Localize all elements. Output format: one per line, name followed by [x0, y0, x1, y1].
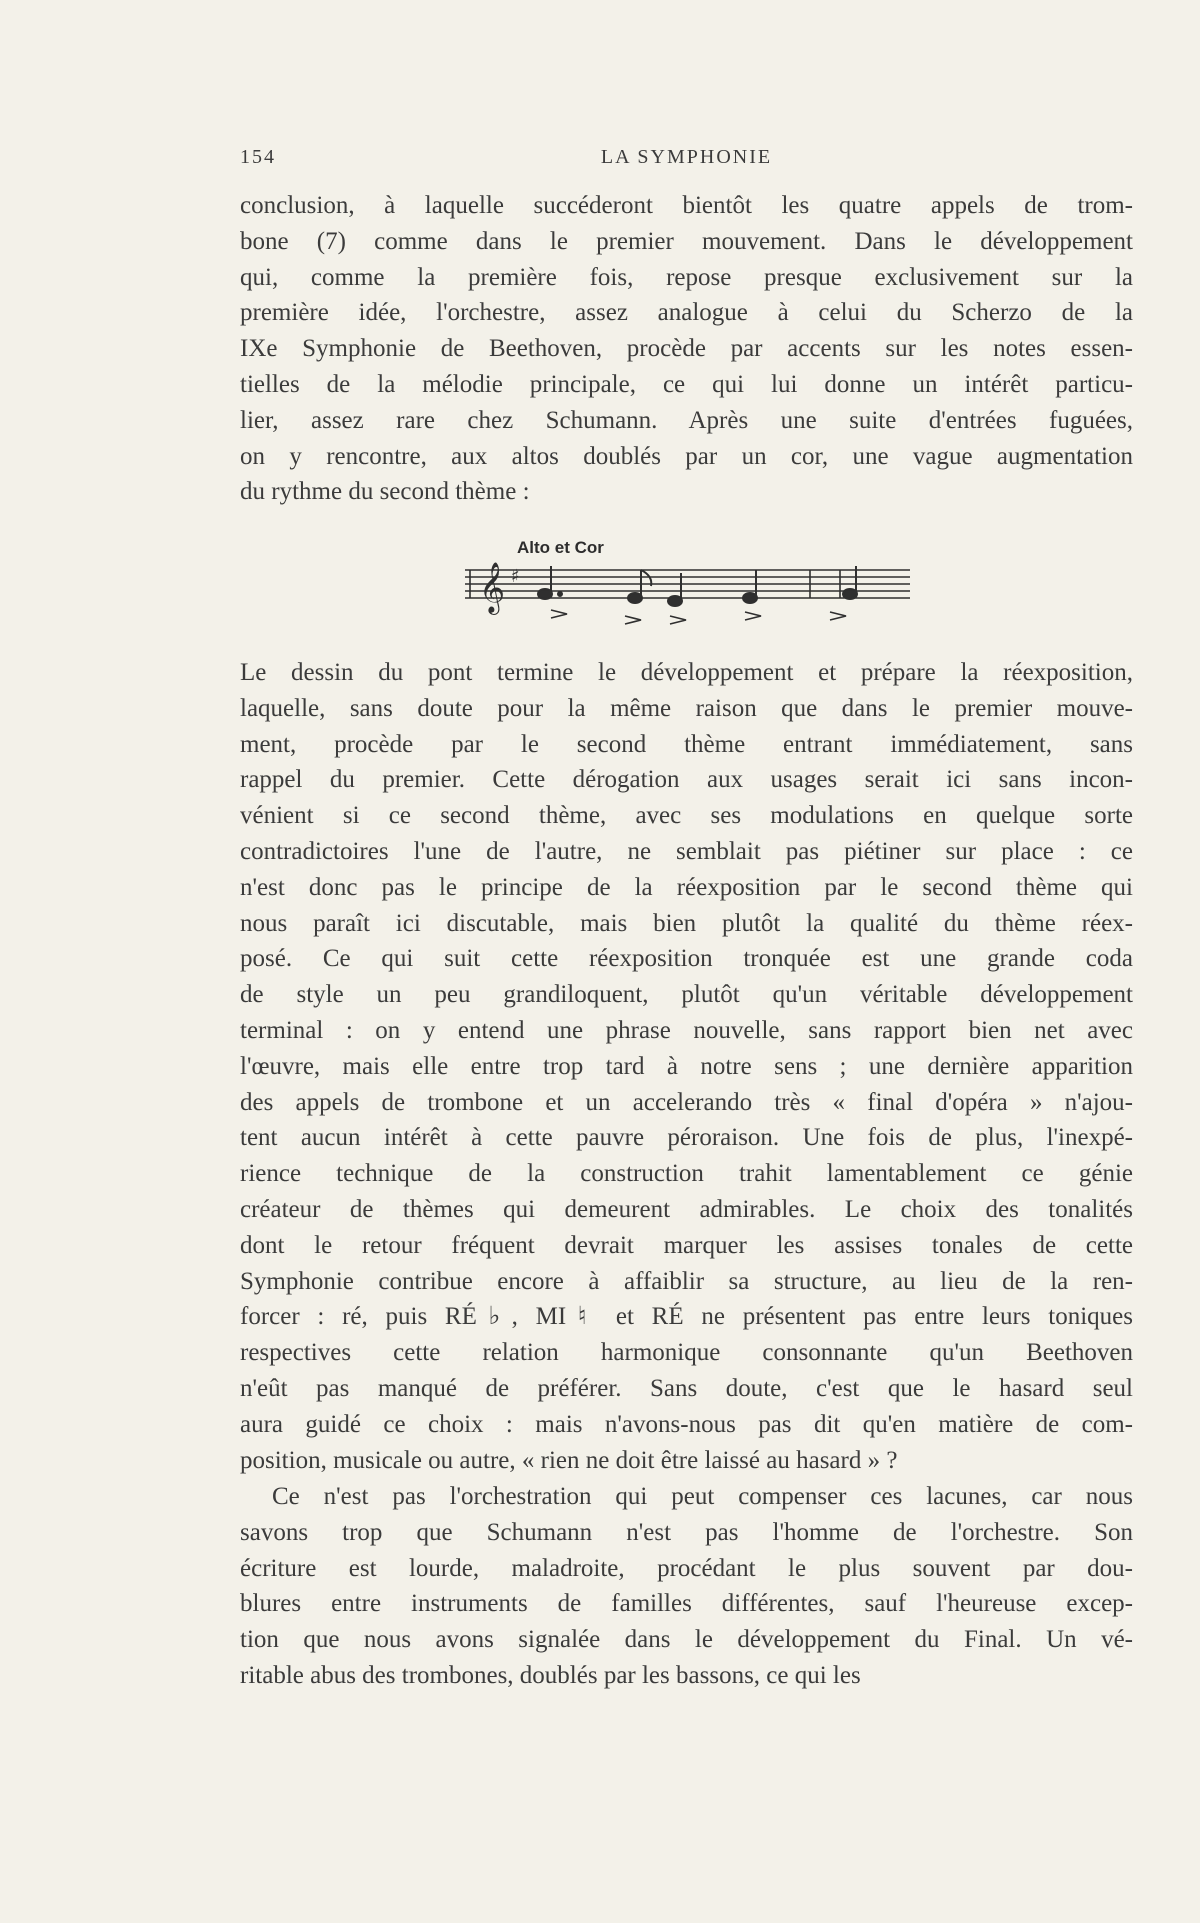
sharp-icon: ♯ — [511, 566, 520, 587]
text-line: l'œuvre, mais elle entre trop tard à notre sens ; une dernière apparition — [240, 1052, 1133, 1080]
page-header — [240, 146, 1133, 176]
paragraph-1 — [240, 188, 1133, 510]
paragraph-2 — [240, 655, 1133, 1478]
text-line: des appels de trombone et un accelerando très « final d'opéra » n'ajou- — [240, 1088, 1133, 1116]
running-title: LA SYMPHONIE — [600, 146, 773, 168]
text-line: contradictoires l'une de l'autre, ne semblait pas piétiner sur place : ce — [240, 837, 1133, 865]
text-line: bone (7) comme dans le premier mouvement. Dans le développement — [240, 227, 1133, 255]
text-line: ritable abus des trombones, doublés par les bassons, ce qui les — [240, 1661, 861, 1689]
text-line: rappel du premier. Cette dérogation aux usages serait ici sans incon- — [240, 766, 1133, 794]
page-number: 154 — [240, 146, 276, 168]
text-line: vénient si ce second thème, avec ses modulations en quelque sorte — [240, 802, 1133, 830]
text-line: du rythme du second thème : — [240, 478, 530, 506]
music-example-label: Alto et Cor — [517, 538, 604, 557]
text-line: Symphonie contribue encore à affaiblir sa structure, au lieu de la ren- — [240, 1267, 1133, 1295]
text-line: rience technique de la construction trahit lamentablement ce génie — [240, 1160, 1133, 1188]
text-line: qui, comme la première fois, repose presque exclusivement sur la — [240, 263, 1133, 291]
text-line: ment, procède par le second thème entrant immédiatement, sans — [240, 730, 1133, 758]
text-line: lier, assez rare chez Schumann. Après une suite d'entrées fuguées, — [240, 406, 1133, 434]
text-line: terminal : on y entend une phrase nouvelle, sans rapport bien net avec — [240, 1016, 1133, 1044]
text-line: créateur de thèmes qui demeurent admirables. Le choix des tonalités — [240, 1195, 1133, 1223]
text-line: Ce n'est pas l'orchestration qui peut compenser ces lacunes, car nous — [272, 1483, 1133, 1510]
text-line: dont le retour fréquent devrait marquer les assises tonales de cette — [240, 1231, 1133, 1259]
text-line: savons trop que Schumann n'est pas l'homme de l'orchestre. Son — [240, 1518, 1133, 1546]
text-line: respectives cette relation harmonique consonnante qu'un Beethoven — [240, 1339, 1133, 1367]
text-line: conclusion, à laquelle succéderont bientôt les quatre appels de trom- — [240, 192, 1133, 219]
text-line: forcer : ré, puis RÉ♭, MI♮ et RÉ ne présentent pas entre leurs toniques — [240, 1303, 1133, 1331]
text-line: aura guidé ce choix : mais n'avons-nous pas dit qu'en matière de com- — [240, 1410, 1133, 1438]
text-line: tielles de la mélodie principale, ce qui lui donne un intérêt particu- — [240, 370, 1133, 398]
text-line: IXe Symphonie de Beethoven, procède par accents sur les notes essen- — [240, 335, 1133, 363]
paragraph-3 — [240, 1479, 1133, 1694]
text-line: n'eût pas manqué de préférer. Sans doute, c'est que le hasard seul — [240, 1374, 1133, 1402]
text-line: position, musicale ou autre, « rien ne doit être laissé au hasard » ? — [240, 1446, 898, 1474]
music-example — [465, 538, 913, 630]
text-line: Le dessin du pont termine le développement et prépare la réexposition, — [240, 659, 1133, 686]
text-line: écriture est lourde, maladroite, procédant le plus souvent par dou- — [240, 1554, 1133, 1582]
text-line: laquelle, sans doute pour la même raison que dans le premier mouve- — [240, 694, 1133, 722]
text-line: nous paraît ici discutable, mais bien plutôt la qualité du thème réex- — [240, 909, 1133, 937]
text-line: posé. Ce qui suit cette réexposition tronquée est une grande coda — [240, 945, 1133, 973]
music-staff — [465, 560, 913, 630]
treble-clef-icon: 𝄞 — [479, 562, 506, 613]
text-line: n'est donc pas le principe de la réexposition par le second thème qui — [240, 873, 1133, 901]
text-line: tion que nous avons signalée dans le développement du Final. Un vé- — [240, 1626, 1133, 1654]
text-line: on y rencontre, aux altos doublés par un cor, une vague augmentation — [240, 442, 1133, 470]
text-line: de style un peu grandiloquent, plutôt qu'un véritable développement — [240, 981, 1133, 1009]
text-line: première idée, l'orchestre, assez analogue à celui du Scherzo de la — [240, 299, 1133, 327]
text-line: tent aucun intérêt à cette pauvre péroraison. Une fois de plus, l'inexpé- — [240, 1124, 1133, 1152]
text-line: blures entre instruments de familles différentes, sauf l'heureuse excep- — [240, 1590, 1133, 1618]
